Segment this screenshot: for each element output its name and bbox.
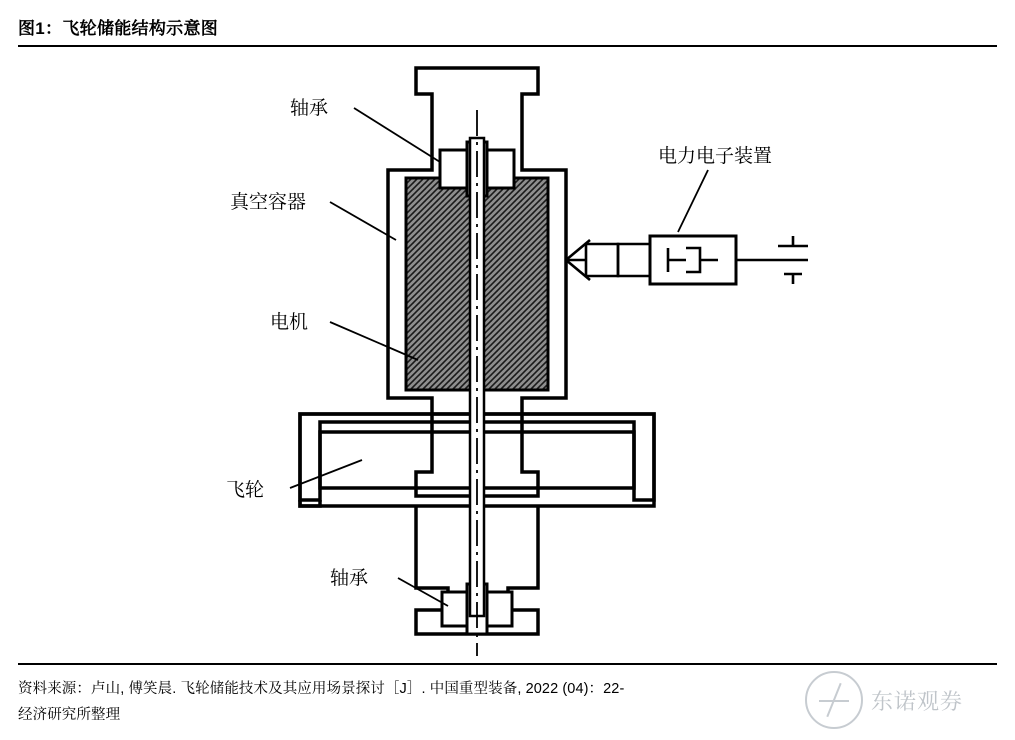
watermark: [805, 668, 995, 732]
grid-terminal-symbol: [736, 236, 808, 284]
source-divider: [18, 663, 997, 665]
svg-text:电机: 电机: [270, 312, 309, 333]
watermark-text: 东诺观券: [871, 688, 964, 714]
power-connection-arrow: [566, 240, 650, 280]
source-note: [18, 676, 838, 728]
callout-label-vacuum-vessel: [230, 191, 306, 213]
callout-leader-power: [678, 170, 708, 232]
svg-text:飞轮: 飞轮: [226, 480, 265, 501]
callout-label-bearing-top: [290, 97, 328, 119]
callout-label-bearing-bottom: [330, 567, 368, 589]
flywheel-storage-diagram: [18, 50, 997, 660]
callout-label-power-electronics: [658, 145, 772, 167]
source-line-2: 经济研究所整理: [18, 707, 121, 723]
svg-text:电力电子装置: 电力电子装置: [658, 146, 773, 167]
source-line-1: 资料来源：卢山, 傅笑晨. 飞轮储能技术及其应用场景探讨［J］. 中国重型装备, 2022 (04)：22-: [18, 681, 625, 697]
callout-label-motor: [270, 311, 308, 333]
svg-text:轴承: 轴承: [330, 568, 369, 589]
callout-label-flywheel: [226, 479, 264, 501]
watermark-logo-icon: [805, 671, 863, 729]
svg-text:轴承: 轴承: [290, 98, 329, 119]
title-divider: [18, 45, 997, 47]
power-electronics-box: [650, 236, 736, 284]
page-title: 图1：飞轮储能结构示意图: [18, 19, 219, 38]
svg-text:真空容器: 真空容器: [230, 192, 307, 213]
